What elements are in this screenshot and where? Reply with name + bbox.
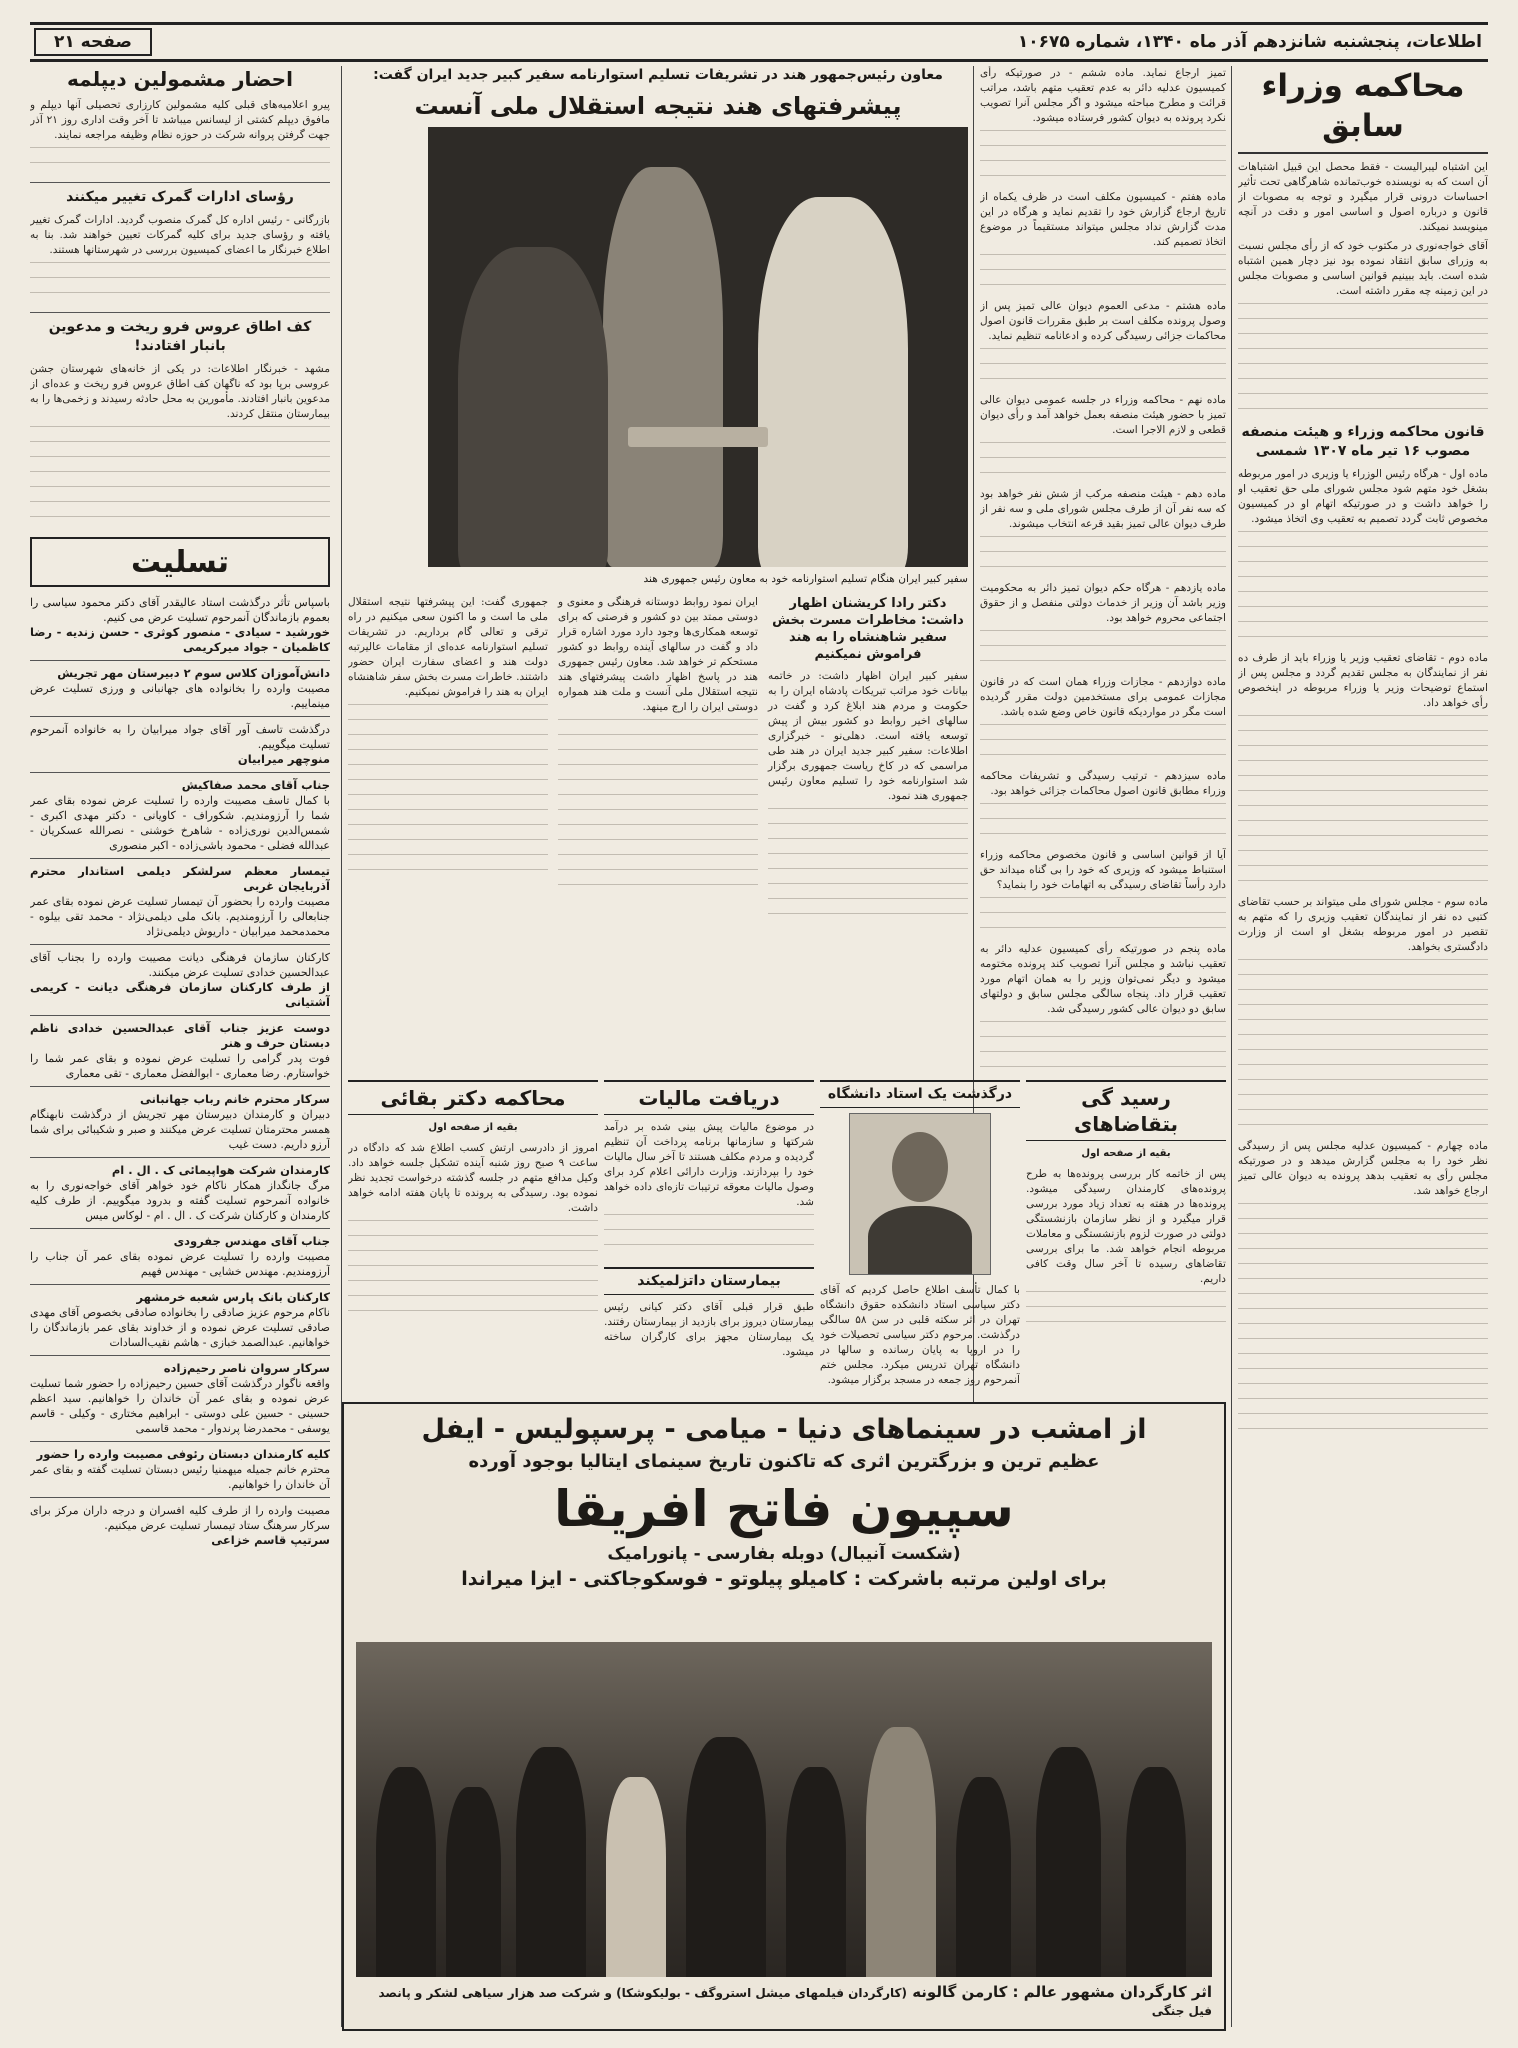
ad-film-still — [356, 1642, 1212, 1977]
ad-tagline: عظیم ترین و بزرگترین اثری که تاکنون تاریخ سینمای ایتالیا بوجود آورده — [468, 1451, 1100, 1472]
article-paragraph: طبق قرار قبلی آقای دکتر کیانی رئیس بیمارستان دیروز برای بازدید از بیمارستان رفتند. یک بیمارستان مجهز برای کارگران ساخته میشود. — [604, 1301, 814, 1358]
page-number-box: صفحه ۲۱ — [34, 28, 152, 56]
article-paragraph: ماده نهم - محاکمه وزراء در جلسه عمومی دیوان عالی تمیز با حضور هیئت منصفه بعمل خواهد آمد و رأی دیوان قطعی و لازم الاجرا است. — [980, 394, 1226, 436]
condolence-signature: از طرف کارکنان سازمان فرهنگی دیانت - کریمی آشتیانی — [30, 980, 330, 1009]
column-ministers-trial — [1238, 66, 1488, 2027]
column-baghaei-trial — [348, 1072, 598, 1402]
condolence-heading: دوست عزیز جناب آقای عبدالحسین خدادی ناظم دبستان حرف و هنر — [30, 1021, 330, 1050]
article-paragraph: ایران نمود روابط دوستانه فرهنگی و معنوی و دوستی ممتد بین دو کشور و فرصتی که برای توسعه همکاری‌ها وجود دارد مورد اشاره قرار داد و گفت در سالهای آینده روابط دو کشور مستحکم تر خواهد شد. معاون رئیس جمهوری هند در پاسخ اظهار داشت پیشرفتهای هند نتیجه استقلال ملی آنست و ملت هند همواره دوستی ایران را ارج مینهد. — [558, 596, 758, 713]
condolence-item — [30, 595, 330, 655]
condolence-text: واقعه ناگوار درگذشت آقای حسین رحیم‌زاده را حضور شما تسلیت عرض نموده و بقای عمر آن خاندان را خواهانیم. سید اعظم حسینی - حسین علی دوستی - ابراهیم مختاری - وکیلی - قاسم یوسفی - محمدرضا پرندوار - محمد قاسمی — [30, 1377, 330, 1435]
article-paragraph: سفیر کبیر ایران اظهار داشت: در خاتمه بیانات خود مراتب تبریکات پادشاه ایران را به حکومت و مردم هند ابلاغ کرد و گفت در سالهای اخیر روابط دو کشور بیش از پیش توسعه یافته است. دهلی‌نو - خبرگزاری اطلاعات: سفیر کبیر جدید ایران در هند طی مراسمی که در کاخ ریاست جمهوری برگزار شد استوارنامه خود را تسلیم معاون رئیس جمهوری هند نمود. — [768, 670, 968, 802]
article-paragraph: آقای خواجه‌نوری در مکتوب خود که از رأی مجلس نسبت به وزرای سابق انتقاد نموده بود نیز دچار همین اشتباه شده است. باید ببینیم قوانین اساسی و مصوبات مجلس در این زمینه چه مقرر داشته است. — [1238, 240, 1488, 297]
divider — [1238, 152, 1488, 154]
column-news-condolences — [30, 66, 330, 2027]
condolence-text: کارکنان سازمان فرهنگی دیانت مصیبت وارده را بجناب آقای عبدالحسین خدادی تسلیت عرض میکنند. — [30, 951, 330, 979]
condolence-item — [30, 1021, 330, 1081]
article-paragraph: ماده دوازدهم - مجازات وزراء همان است که در قانون مجازات عمومی برای مستخدمین دولت مقرر گردیده است مگر در مواردیکه قانون خاص وضع شده باشد. — [980, 676, 1226, 718]
article-paragraph: ماده دوم - تقاضای تعقیب وزیر یا وزراء باید از طرف ده نفر از نمایندگان به مجلس تقدیم گردد و مجلس پس از استماع توضیحات وزیر یا وزراء مربوطه در اینخصوص رأی خواهد داد. — [1238, 652, 1488, 709]
condolence-item — [30, 1092, 330, 1152]
condolence-text: مرگ جانگداز همکار ناکام خود خواهر آقای خواجه‌نوری را به خانواده آنمرحوم تسلیت گفته و بدرود میگوییم. از طرف کلیه کارمندان و کارکنان شرکت ک . ال . ام - لوکاس میس — [30, 1179, 330, 1222]
photo-caption: سفیر کبیر ایران هنگام تسلیم استوارنامه خود به معاون رئیس جمهوری هند — [643, 573, 968, 585]
ad-director-details: (کارگردان فیلمهای میشل استروگف - بولیکوشکا) و شرکت صد هزار سیاهی لشکر و پانصد فیل جنگی — [378, 1986, 1212, 2018]
headline-customs: رؤسای ادارات گمرک تغییر میکنند — [66, 189, 294, 205]
column-tax — [604, 1072, 814, 1402]
article-paragraph: ماده هشتم - مدعی العموم دیوان عالی تمیز پس از وصول پرونده مکلف است بر طبق مقررات قانون اصول محاکمات جزائی رسیدگی کرده و ادعانامه تنظیم نماید. — [980, 300, 1226, 342]
condolence-item — [30, 1290, 330, 1350]
article-title-ministers-trial: محاکمه وزراء سابق — [1261, 68, 1465, 144]
condolence-item — [30, 1234, 330, 1279]
condolence-text: با کمال تاسف مصیبت وارده را تسلیت عرض نموده بقای عمر شما را آرزومندیم. شکوراف - کاویانی - دکتر مهدی اکبری - شمس‌الدین نوری‌زاده - شاهرخ خوشنی - نصرالله عسکریان - عبدالله فضلی - محمود باشی‌زاده - اکبر منصوری — [30, 794, 330, 852]
law-subheading: قانون محاکمه وزراء و هیئت منصفه مصوب ۱۶ تیر ماه ۱۳۰۷ شمسی — [1241, 424, 1485, 459]
newspaper-page — [30, 22, 1488, 2027]
condolence-text: مصیبت وارده را بحضور آن تیمسار تسلیت عرض نموده بقای عمر جنابعالی را آرزومندیم. بانک ملی دیلمی‌نژاد - محمد تقی بیلوه - محمدمحمد میرابیان - داریوش دیلمی‌نژاد — [30, 895, 330, 938]
photo-ambassador-credentials — [428, 127, 968, 567]
article-paragraph: مشهد - خبرنگار اطلاعات: در یکی از خانه‌های شهرستان جشن عروسی برپا بود که ناگهان کف اطاق عروس فرو ریخت و عده‌ای از مدعوین بانبار افتادند. مأمورین به محل حادثه رسیدند و زخمی‌ها را به بیمارستان منتقل کردند. — [30, 363, 330, 420]
condolence-signature: منوچهر میرابیان — [237, 752, 330, 766]
article-paragraph: آیا از قوانین اساسی و قانون مخصوص محاکمه وزراء استنباط میشود که وزیری که خود را بی گناه میداند حق دارد رأساً تقاضای رسیدگی به اتهامات خود را بنماید؟ — [980, 849, 1226, 891]
article-title-obituary: درگذشت یک استاد دانشگاه — [820, 1080, 1020, 1108]
condolence-signature: سرتیپ قاسم خزاعی — [211, 1533, 330, 1547]
condolence-signature: خورشید - سیادی - منصور کوثری - حسن زندیه - رضا کاظمیان - جواد میرکریمی — [30, 625, 330, 654]
headline-wedding-floor: کف اطاق عروس فرو ریخت و مدعوین بانبار افتادند! — [48, 319, 312, 354]
condolence-text: محترم خانم جمیله میهمنیا رئیس دبستان تسلیت گفته و بقای عمر آن خاندان را خواهانیم. — [30, 1463, 330, 1491]
continued-from: بقیه از صفحه اول — [428, 1122, 518, 1133]
article-title-requests: رسید گی بتقاضاهای — [1026, 1080, 1226, 1141]
ad-director: اثر کارگردان مشهور عالم : کارمن گالونه — [912, 1983, 1212, 2001]
ad-movie-title: سپیون فاتح افریقا — [554, 1480, 1014, 1538]
article-paragraph: ماده یازدهم - هرگاه حکم دیوان تمیز دائر به محکومیت وزیر باشد آن وزیر از خدمات دولتی منفصل و از حقوق اجتماعی محروم خواهد بود. — [980, 582, 1226, 624]
condolence-text: مصیبت وارده را از طرف کلیه افسران و درجه داران مرکز برای سرکار سرهنگ ستاد تیمسار تسلیت عرض میکنیم. — [30, 1504, 330, 1532]
condolence-text: مصیبت وارده را تسلیت عرض نموده بقای عمر آن جناب را آرزومندیم. مهندس خشایی - مهندس فهیم — [30, 1250, 330, 1278]
condolence-text: فوت پدر گرامی را تسلیت عرض نموده و بقای عمر شما را خواستارم. رضا معماری - ابوالفضل معماری - تقی معماری — [30, 1052, 330, 1080]
headline-draft-call: احضار مشمولین دیپلمه — [67, 67, 293, 91]
continued-from: بقیه از صفحه اول — [1081, 1148, 1171, 1159]
article-paragraph: ماده پنجم در صورتیکه رأی کمیسیون عدلیه دائر به تعقیب نباشد و مجلس آنرا تصویب کند پرونده مختومه میشود و دیگر نمی‌توان وزیر را به همان اتهام مورد تعقیب قرار داد. پنجاه سالگی مجلس سابق و دولتهای سابق دو دیوان عالی کشور رسیدگی شد. — [980, 943, 1226, 1015]
ad-cast: برای اولین مرتبه باشرکت : کامیلو پیلوتو - فوسکوجاکتی - ایزا میراندا — [461, 1568, 1107, 1590]
condolence-heading: سرکار محترم خانم رباب جهانبانی — [139, 1092, 330, 1106]
article-title-hospital: بیمارستان داتزلمیکند — [604, 1267, 814, 1295]
portrait-photo — [849, 1113, 991, 1275]
column-obituary — [820, 1072, 1020, 1402]
article-paragraph: ماده دهم - هیئت منصفه مرکب از شش نفر خواهد بود که سه نفر آن از طرف مجلس شورای ملی و سه نفر از طرف دیوان عالی تمیز بقید قرعه انتخاب میشوند. — [980, 488, 1226, 530]
condolence-text: درگذشت تاسف آور آقای جواد میرابیان را به خانواده آنمرحوم تسلیت میگوییم. — [30, 723, 330, 751]
india-article-col — [558, 595, 758, 928]
article-paragraph: بازرگانی - رئیس اداره کل گمرک منصوب گردید. ادارات گمرک تغییر یافته و رؤسای جدید برای کلیه گمرکات تعیین خواهند شد. بنا به اطلاع خبرنگار ما اعضای کمیسیون بررسی در شهرستانها هستند. — [30, 214, 330, 256]
condolence-heading: کارمندان شرکت هواپیمائی ک . ال . ام — [111, 1163, 330, 1177]
article-paragraph: این اشتباه لیبرالیست - فقط محصل این قبیل اشتباهات آن است که به نویسنده خوب‌تمانده شاهرگاهی تحت تأثیر احساسات درونی قرار میگیرد و توجه به مصوبات از قانون و درباره اصول و اساسی امور و دقت در آنچه مینویسد نمیکند. — [1238, 161, 1488, 233]
article-paragraph: ماده سوم - مجلس شورای ملی میتواند بر حسب تقاضای کتبی ده نفر از نمایندگان تعقیب وزیری را که متهم به تقصیر در امور مربوطه بشغل او است از وزارت دادگستری بخواهد. — [1238, 896, 1488, 953]
condolences-banner: تسلیت — [30, 537, 330, 587]
sub-headline: دکتر رادا کریشنان اظهار داشت: مخاطرات مسرت بخش سفیر شاهنشاه را به هند فراموش نمیکنیم — [772, 596, 964, 662]
article-paragraph: ماده اول - هرگاه رئیس الوزراء یا وزیری در امور مربوطه بشغل خود متهم شود مجلس شورای ملی حق تعقیب او را خواهد داشت و در صورتیکه اتهام او در کمیسیون مخصوص ثابت گردد تصمیم به تعقیب وی اتخاذ میشود. — [1238, 468, 1488, 525]
article-paragraph: ماده هفتم - کمیسیون مکلف است در ظرف یکماه از تاریخ ارجاع گزارش خود را تقدیم نماید و هرگاه در این مدت گزارش نداد مجلس میتواند مستقیماً در موضوع اتخاذ تصمیم کند. — [980, 191, 1226, 248]
article-paragraph: تمیز ارجاع نماید. ماده ششم - در صورتیکه رأی کمیسیون عدلیه دائر به عدم تعقیب متهم باشد، مراتب قرائت و مطرح مباحثه میشود و اگر مجلس آنرا تصویب نکرد پرونده به دیوان کشور فرستاده میشود. — [980, 67, 1226, 124]
masthead — [30, 22, 1488, 62]
article-paragraph: در موضوع مالیات پیش بینی شده بر درآمد شرکتها و سازمانها برنامه پرداخت آن تنظیم گردیده و مردم مکلف هستند تا آخر سال مالیات خود را بپردازند. وزارت دارائی اعلام کرد برای وصول مالیات معوقه ترتیبات تازه‌ای داده خواهد شد. — [604, 1121, 814, 1208]
article-paragraph: ماده چهارم - کمیسیون عدلیه مجلس پس از رسیدگی نظر خود را به مجلس گزارش میدهد و در صورتیکه مجلس رأی به تعقیب بدهد پرونده به دیوان عالی تمیز ارجاع خواهد شد. — [1238, 1140, 1488, 1197]
india-article-col — [768, 595, 968, 928]
condolence-item — [30, 666, 330, 711]
condolence-heading: کلیه کارمندان دبستان رئوفی مصیبت وارده را حضور — [36, 1447, 330, 1461]
condolence-heading: دانش‌آموزان کلاس سوم ۲ دبیرستان مهر تجریش — [57, 666, 330, 680]
article-paragraph: جمهوری گفت: این پیشرفتها نتیجه استقلال ملی ما است و ما اکنون سعی میکنیم در راه ترقی و تعالی گام برداریم. در تشریفات تسلیم استوارنامه عده‌ای از مقامات عالیرتبه دولت هند و اعضای سفارت ایران حضور داشتند. خاطرات مسرت بخش سفر شاهنشاه ایران به هند را فراموش نمیکنیم. — [348, 596, 548, 698]
condolence-text: دبیران و کارمندان دبیرستان مهر تجریش از درگذشت نابهنگام همسر محترمتان تسلیت عرض میکنند و صبر و شکیبائی برای شما آرزو داریم. دست غیب — [30, 1108, 330, 1151]
condolence-item — [30, 950, 330, 1010]
condolence-text: مصیبت وارده را بخانواده های جهانبانی و ورزی تسلیت عرض مینماییم. — [30, 682, 330, 710]
condolence-item — [30, 1361, 330, 1436]
column-requests-review — [1026, 1072, 1226, 1402]
condolence-heading: سرکار سروان ناصر رحیم‌زاده — [163, 1361, 330, 1375]
article-paragraph: پیرو اعلامیه‌های قبلی کلیه مشمولین کارزاری تحصیلی آنها دیپلم و مافوق دیپلم کشتی از لیسانس میباشد تا آخر وقت اداری روز ۲۱ آذر جهت گرفتن پروانه شرکت در حوزه نظام وظیفه مراجعه نمایند. — [30, 99, 330, 141]
india-article-columns — [348, 595, 968, 928]
article-title-tax: دریافت مالیات — [604, 1080, 814, 1115]
article-title-india: پیشرفتهای هند نتیجه استقلال ملی آنست — [414, 92, 902, 120]
article-paragraph: با کمال تأسف اطلاع حاصل کردیم که آقای دکتر سیاسی استاد دانشکده حقوق دانشگاه تهران در اثر سکته قلبی در سن ۵۸ سالگی درگذشت. مرحوم دکتر سیاسی تحصیلات خود را در اروپا به پایان رسانده و سالها در دانشگاه تهران تدریس میکرد. مجلس ختم آنمرحوم روز جمعه در مسجد برگزار میشود. — [820, 1284, 1020, 1386]
article-paragraph: امروز از دادرسی ارتش کسب اطلاع شد که دادگاه در ساعت ۹ صبح روز شنبه آینده تشکیل جلسه خواهد داد. وکیل مدافع متهم در جلسه گذشته درخواست تجدید نظر نموده بود. رسیدگی به پرونده تا پایان هفته ادامه خواهد داشت. — [348, 1142, 598, 1214]
india-article-col — [348, 595, 548, 928]
condolence-heading: تیمسار معظم سرلشکر دیلمی استاندار محترم آذربایجان غربی — [30, 864, 330, 893]
movie-advertisement — [342, 1402, 1226, 2031]
condolence-item — [30, 778, 330, 853]
condolence-text: ناکام مرحوم عزیز صادقی را بخانواده صادقی بخصوص آقای مهدی صادقی تسلیت عرض نموده و از خداوند بقای عمر بازماندگان را خواهانیم. عبدالصمد خبازی - هاشم نقیب‌السادات — [30, 1306, 330, 1349]
column-rule — [1231, 66, 1232, 2027]
condolence-item — [30, 864, 330, 939]
ad-director-line — [356, 1983, 1212, 2019]
condolence-text: باسپاس تأثر درگذشت استاد عالیقدر آقای دکتر محمود سیاسی را بعموم بازماندگان آنمرحوم تسلیت عرض می کنیم. — [30, 596, 330, 624]
condolence-heading: جناب آقای محمد صفاکیش — [181, 778, 330, 792]
condolence-heading: کارکنان بانک پارس شعبه خرمشهر — [136, 1290, 330, 1304]
ad-cinemas-line: از امشب در سینماهای دنیا - میامی - پرسپولیس - ایفل — [421, 1414, 1147, 1445]
condolence-item — [30, 1163, 330, 1223]
condolence-item — [30, 1447, 330, 1492]
article-paragraph: ماده سیزدهم - ترتیب رسیدگی و تشریفات محاکمه وزراء مطابق قانون اصول محاکمات جزائی خواهد بود. — [980, 770, 1226, 797]
ad-subtitle: (شکست آنیبال) دوبله بفارسی - پانورامیک — [607, 1544, 961, 1564]
article-paragraph: پس از خاتمه کار بررسی پرونده‌ها به طرح پرونده‌های کارمندان رسیدگی میشود. پرونده‌ها در هفته به تعداد زیاد مورد بررسی قرار میگیرد و از نظر سازمان بازنشستگی دولتی در صورت لزوم بازنشستگی و معاملات مربوطه انجام خواهد شد. ما برای بررسی تقاضاهای رسیده تا آخر سال وقت کافی داریم. — [1026, 1168, 1226, 1285]
condolence-item — [30, 722, 330, 767]
article-kicker: معاون رئیس‌جمهور هند در تشریفات تسلیم استوارنامه سفیر کبیر جدید ایران گفت: — [373, 67, 943, 83]
masthead-issue-info: اطلاعات، پنجشنبه شانزدهم آذر ماه ۱۳۴۰، شماره ۱۰۶۷۵ — [1017, 32, 1482, 52]
condolence-item — [30, 1503, 330, 1548]
article-title-baghaei: محاکمه دکتر بقائی — [348, 1080, 598, 1115]
condolence-heading: جناب آقای مهندس جفرودی — [173, 1234, 330, 1248]
